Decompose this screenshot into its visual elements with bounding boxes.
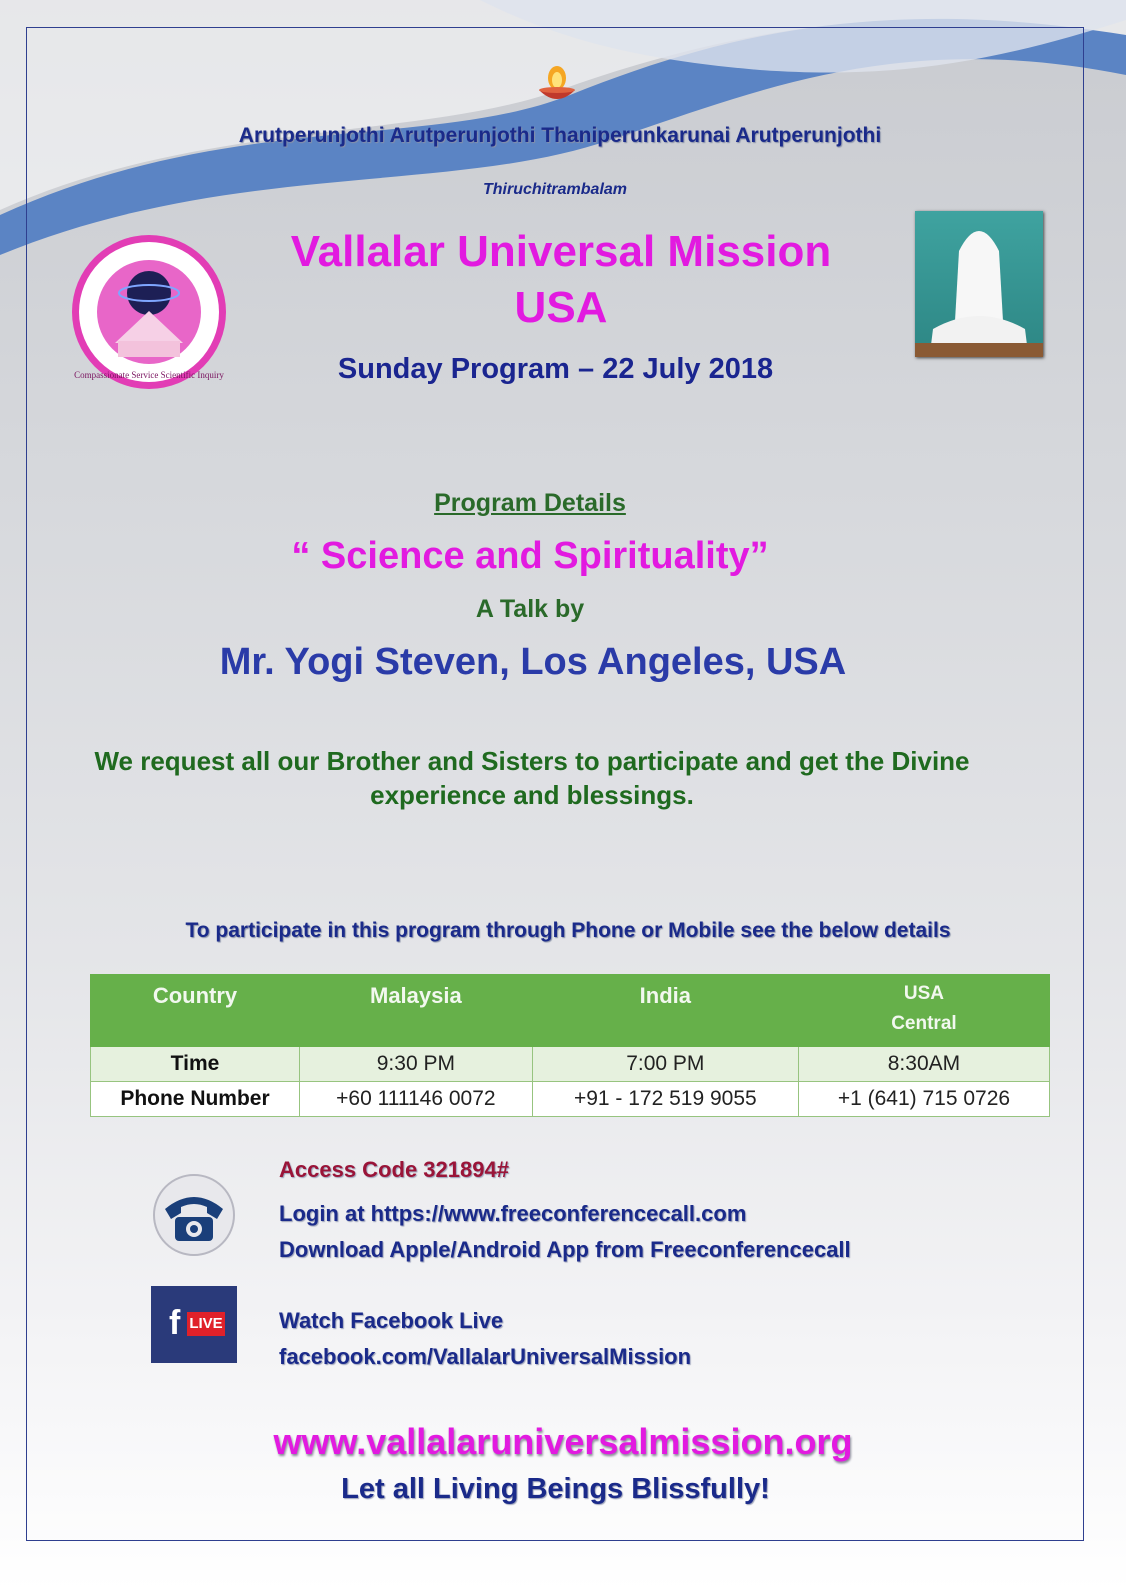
time-usa: 8:30AM: [798, 1047, 1049, 1082]
header-malaysia: Malaysia: [300, 975, 533, 1047]
facebook-live-icon: [151, 1286, 237, 1363]
spiritual-leader-photo: [915, 211, 1043, 357]
telephone-icon: [151, 1173, 237, 1257]
table-header-row: [91, 975, 1050, 1047]
table-row: [91, 1082, 1050, 1117]
header-usa-central: [798, 975, 1049, 1047]
talk-by-label: A Talk by: [475, 595, 585, 623]
access-code: Access Code 321894#: [279, 1157, 509, 1182]
program-date: Sunday Program – 22 July 2018: [337, 353, 774, 385]
program-details-heading: Program Details: [434, 489, 626, 517]
header-usa: USA: [903, 983, 944, 1004]
mantra-heading: Arutperunjothi Arutperunjothi Thaniperunkarunai Arutperunjothi: [238, 124, 882, 147]
logo-text: Compassionate Service Scientific Inquiry: [74, 370, 224, 380]
oil-lamp-icon: [533, 56, 581, 106]
website-link[interactable]: www.vallalaruniversalmission.org: [273, 1421, 853, 1462]
facebook-page-link[interactable]: facebook.com/VallalarUniversalMission: [279, 1344, 692, 1369]
organization-title: [200, 224, 922, 336]
phone-label: Phone Number: [91, 1082, 300, 1117]
header-central: Central: [891, 1013, 957, 1034]
closing-blessing: Let all Living Beings Blissfully!: [341, 1473, 770, 1505]
login-instruction[interactable]: Login at https://www.freeconferencecall.com: [279, 1201, 747, 1226]
request-message: [60, 744, 1004, 812]
time-india: 7:00 PM: [532, 1047, 798, 1082]
app-download-instruction: Download Apple/Android App from Freeconferencecall: [279, 1237, 851, 1262]
time-malaysia: 9:30 PM: [300, 1047, 533, 1082]
dial-in-table: [90, 974, 1050, 1117]
table-row: [91, 1047, 1050, 1082]
talk-title: “ Science and Spirituality”: [291, 535, 769, 577]
phone-india: +91 - 172 519 9055: [532, 1082, 798, 1117]
request-line-1: We request all our Brother and Sisters to participate and get the Divine: [94, 746, 970, 776]
organization-country: USA: [514, 283, 608, 332]
header-india: India: [532, 975, 798, 1047]
phone-usa: +1 (641) 715 0726: [798, 1082, 1049, 1117]
phone-malaysia: +60 111146 0072: [300, 1082, 533, 1117]
subtitle-thiruchitrambalam: Thiruchitrambalam: [482, 181, 628, 198]
facebook-f: f: [169, 1304, 181, 1342]
facebook-watch-label: Watch Facebook Live: [279, 1308, 504, 1333]
speaker-name: Mr. Yogi Steven, Los Angeles, USA: [219, 641, 847, 683]
time-label: Time: [91, 1047, 300, 1082]
organization-name: Vallalar Universal Mission: [290, 227, 832, 276]
request-line-2: experience and blessings.: [370, 780, 694, 810]
live-badge: LIVE: [187, 1312, 225, 1336]
participation-intro: To participate in this program through Phone or Mobile see the below details: [185, 919, 951, 942]
header-country: Country: [91, 975, 300, 1047]
